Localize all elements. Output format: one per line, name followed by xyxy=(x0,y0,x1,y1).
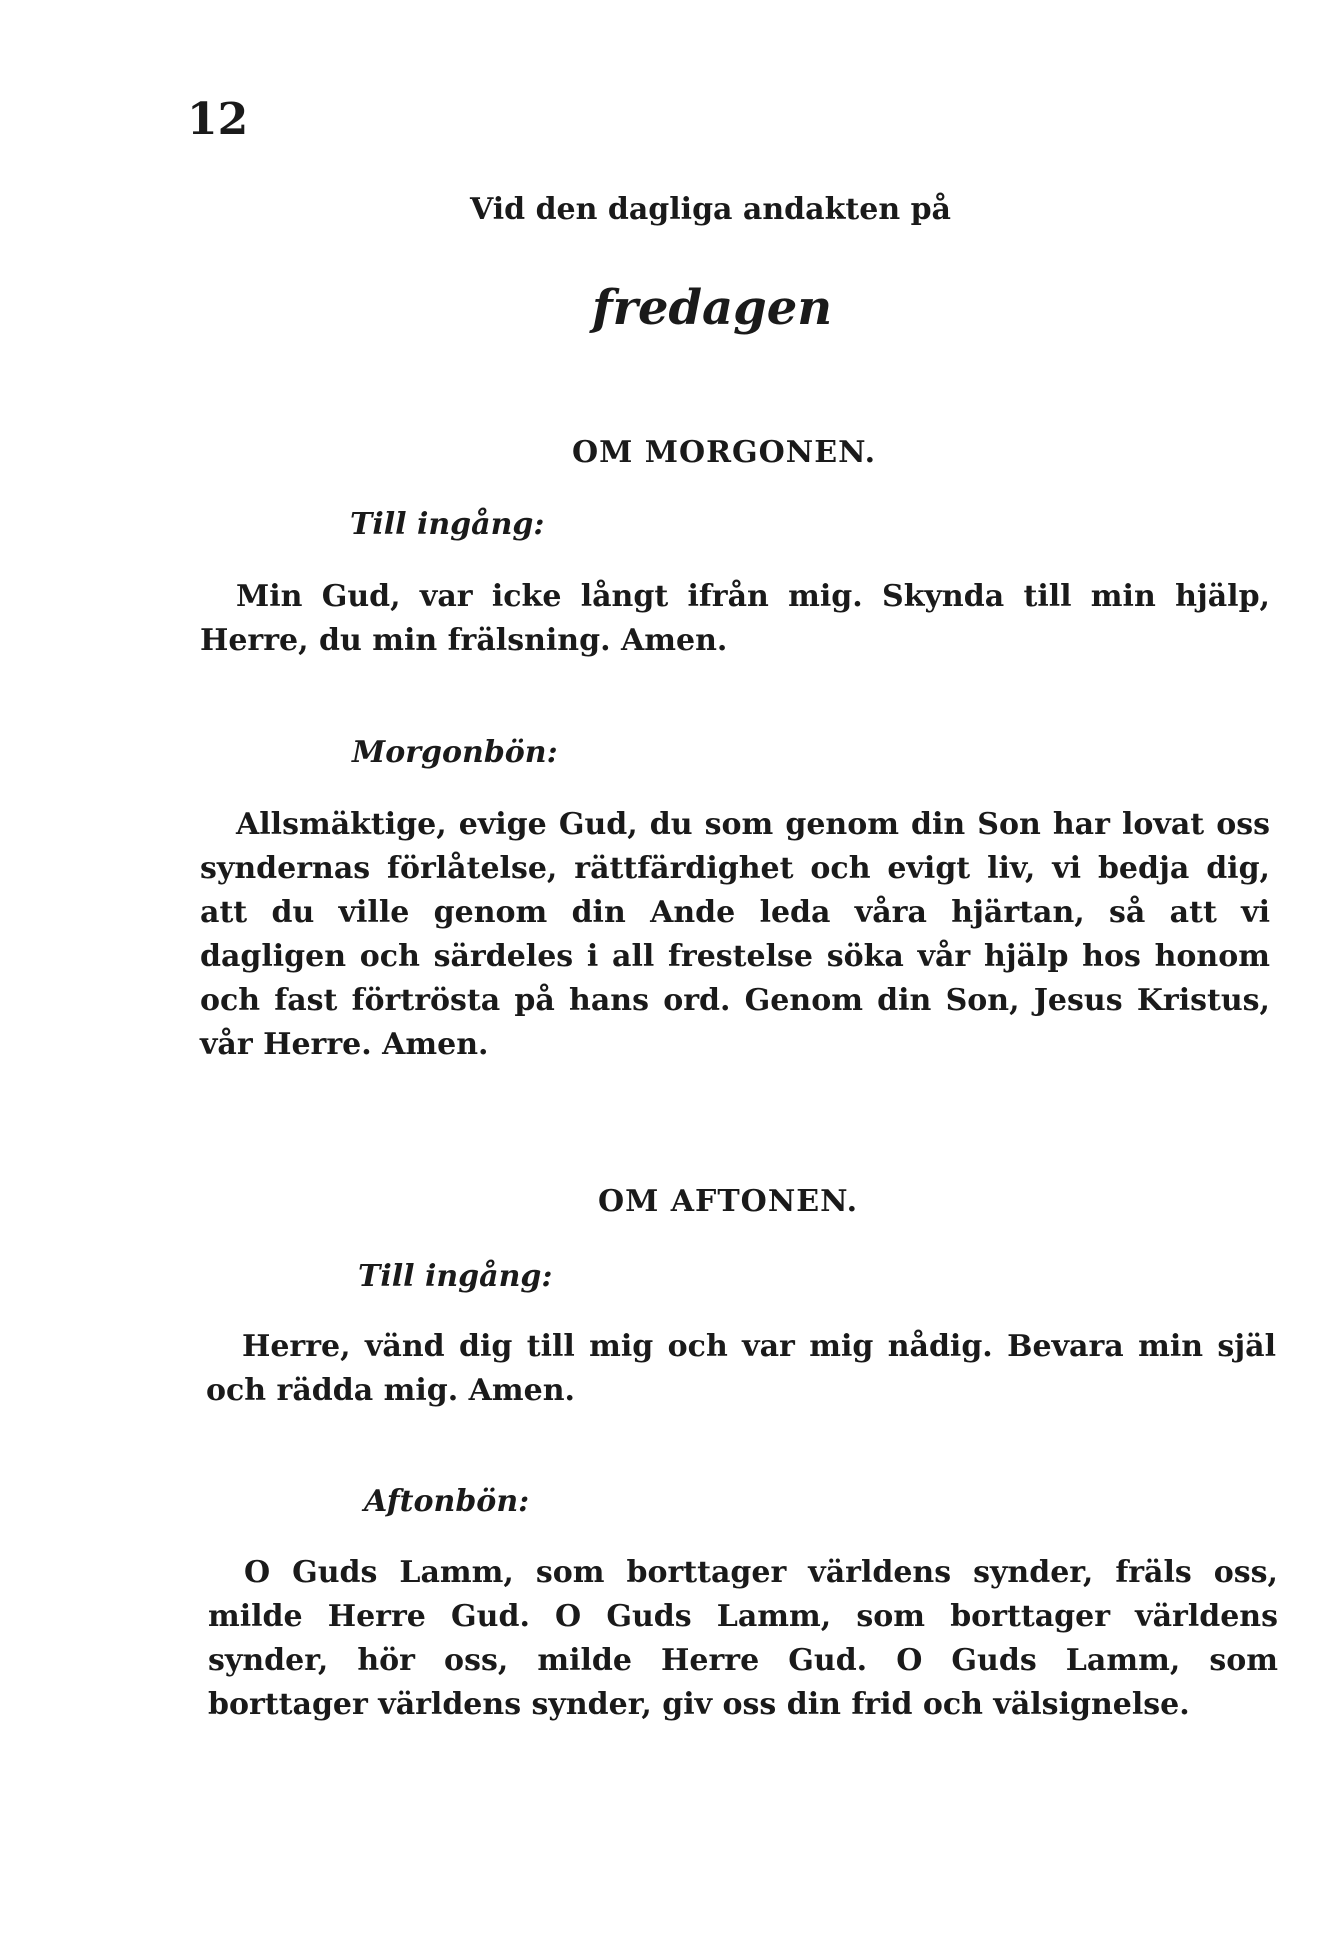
heading-line: Vid den dagliga andakten på xyxy=(470,192,951,227)
evening-intro-label: Till ingång: xyxy=(358,1259,553,1294)
page-number: 12 xyxy=(187,94,249,145)
evening-heading: OM AFTONEN. xyxy=(598,1184,859,1219)
day-title: fredagen xyxy=(592,280,833,336)
morning-intro-text: Min Gud, var icke långt ifrån mig. Skynda till min hjälp, Herre, du min frälsning. Amen. xyxy=(200,579,1270,658)
morning-heading: OM MORGONEN. xyxy=(572,435,877,470)
morning-intro-label: Till ingång: xyxy=(350,507,545,542)
evening-prayer-text: O Guds Lamm, som borttager världens synder, fräls oss, milde Herre Gud. O Guds Lamm, som borttager världens synder, hör oss, milde Herre Gud. O Guds Lamm, som borttager världens synder, giv oss din frid och välsignelse. xyxy=(208,1555,1278,1722)
evening-intro-text: Herre, vänd dig till mig och var mig nådig. Bevara min själ och rädda mig. Amen. xyxy=(206,1329,1276,1408)
evening-prayer-label: Aftonbön: xyxy=(364,1484,530,1519)
morning-prayer-label: Morgonbön: xyxy=(352,735,558,770)
morning-prayer-text: Allsmäktige, evige Gud, du som genom din Son har lovat oss syndernas förlåtelse, rättfärdighet och evigt liv, vi bedja dig, att du ville genom din Ande leda våra hjärtan, så att vi dagligen och särdeles i all frestelse söka vår hjälp hos honom och fast förtrösta på hans ord. Genom din Son, Jesus Kristus, vår Herre. Amen. xyxy=(200,807,1270,1062)
